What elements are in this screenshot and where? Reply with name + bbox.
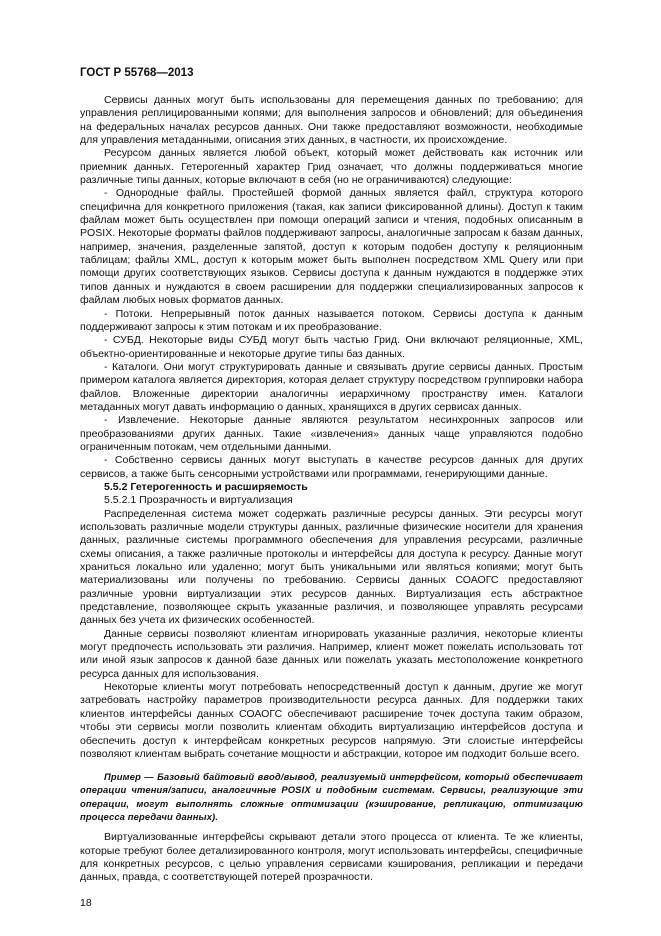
paragraph: Сервисы данных могут быть использованы для перемещения данных по требованию; для управления реплицированными копями; для выполнения запросов и обновлений; для объединения на федеральных началах ресурсов данных. Они также предоставляют возможности, необходимые для управления метаданными, описания этих данных, в частности, их происхождение. — [80, 94, 583, 147]
document-body — [80, 94, 583, 885]
paragraph: Распределенная система может содержать различные ресурсы данных. Эти ресурсы могут использовать различные модели структуры данных, различные физические носители для хранения данных, различные системы программного обеспечения для управления ресурсами, различные схемы описания, а также различные протоколы и интерфейсы для доступа к ресурсу. Данные могут храниться локально или удаленно; могут быть уникальными или являться копиями; могут быть материализованы или получены по требованию. Сервисы данных СОАОГС предоставляют различные уровни виртуализации этих ресурсов данных. Виртуализация есть абстрактное представление, позволяющее скрыть указанные различия, и позволяющее управлять ресурсами данных без учета их физических особенностей. — [80, 507, 583, 627]
paragraph: - Потоки. Непрерывный поток данных называется потоком. Сервисы доступа к данным поддерживают запросы к этим потокам и их преобразование. — [80, 307, 583, 333]
paragraph: Некоторые клиенты могут потребовать непосредственный доступ к данным, другие же могут затребовать настройку параметров производительности ресурса данных. Для поддержки таких клиентов интерфейсы данных СОАОГС обеспечивают расширение точек доступа таким образом, чтобы эти сервисы могли позволить клиентам обходить виртуализацию интерфейсов доступа и обеспечить доступ к интерфейсам конкретных ресурсов напрямую. Эти слоистые интерфейсы позволяют клиентам выбрать сочетание мощности и абстракции, которое им подходит больше всего. — [80, 681, 583, 760]
paragraph: - Каталоги. Они могут структурировать данные и связывать другие сервисы данных. Простым примером каталога является директория, которая делает структуру посредством группировки набора файлов. Вложенные директории аналогичны иерархичному пространству имен. Каталоги метаданных могут давать информацию о данных, хранящихся в других сервисах данных. — [80, 360, 583, 413]
paragraph: - Извлечение. Некоторые данные являются результатом несинхронных запросов или преобразованиями других данных. Такие «извлечения» данных чаще управляются подобно ограниченным потокам, чем отдельными данными. — [80, 414, 583, 453]
paragraph: Данные сервисы позволяют клиентам игнорировать указанные различия, некоторые клиенты могут предпочесть использовать эти различия. Например, клиент может пожелать использовать тот или иной язык запросов к данной базе данных или пожелать указать местоположение конкретного ресурса данных для использования. — [80, 627, 583, 680]
paragraph: Виртуализованные интерфейсы скрывают детали этого процесса от клиента. Те же клиенты, которые требуют более детализированного контроля, могут использовать интерфейсы, специфичные для конкретных ресурсов, с целью управления сервисами кэширования, репликации и передачи данных, правда, с соответствующей потерей прозрачности. — [80, 831, 583, 884]
paragraph: - Собственно сервисы данных могут выступать в качестве ресурсов данных для других сервисов, а также быть сенсорными устройствами или программами, генерирующими данные. — [80, 454, 583, 480]
page-number: 18 — [80, 896, 92, 909]
example-note: Пример — Базовый байтовый ввод/вывод, реализуемый интерфейсом, который обеспечивает операции чтения/записи, аналогичные POSIX и подобным системам. Сервисы, реализующие эти операции, могут выполнять сложные оптимизации (кэширование, репликацию, оптимизацию процесса передачи данных). — [80, 771, 583, 823]
section-heading: 5.5.2 Гетерогенность и расширяемость — [104, 480, 308, 493]
document-header: ГОСТ Р 55768—2013 — [80, 67, 194, 79]
paragraph: Ресурсом данных является любой объект, который может действовать как источник или приемник данных. Гетерогенный характер Грид означает, что должны поддерживаться многие различные типы данных, которые включают в себя (но не ограничиваются) следующие: — [80, 147, 583, 187]
subsection-heading: 5.5.2.1 Прозрачность и виртуализация — [104, 494, 293, 507]
paragraph: - Однородные файлы. Простейшей формой данных является файл, структура которого специфична для конкретного приложения (такая, как записи фиксированной длины). Доступ к таким файлам может быть осуществлен при помощи операций записи и чтения, подобных описанным в POSIX. Некоторые форматы файлов поддерживают запросы, аналогичные запросам к базам данных, например, значения, разделенные запятой, доступ к которым подобен доступу к реляционным таблицам; файлы XML, доступ к которым может быть выполнен посредством XML Query или при помощи других соответствующих языков. Сервисы доступа к данным нуждаются в поддержке этих типов данных и нуждаются в своем расширении для поддержки специализированных запросов к файлам любых новых форматов данных. — [80, 187, 583, 307]
paragraph: - СУБД. Некоторые виды СУБД могут быть частью Грид. Они включают реляционные, XML, объектно-ориентированные и некоторые другие типы баз данных. — [80, 334, 583, 360]
